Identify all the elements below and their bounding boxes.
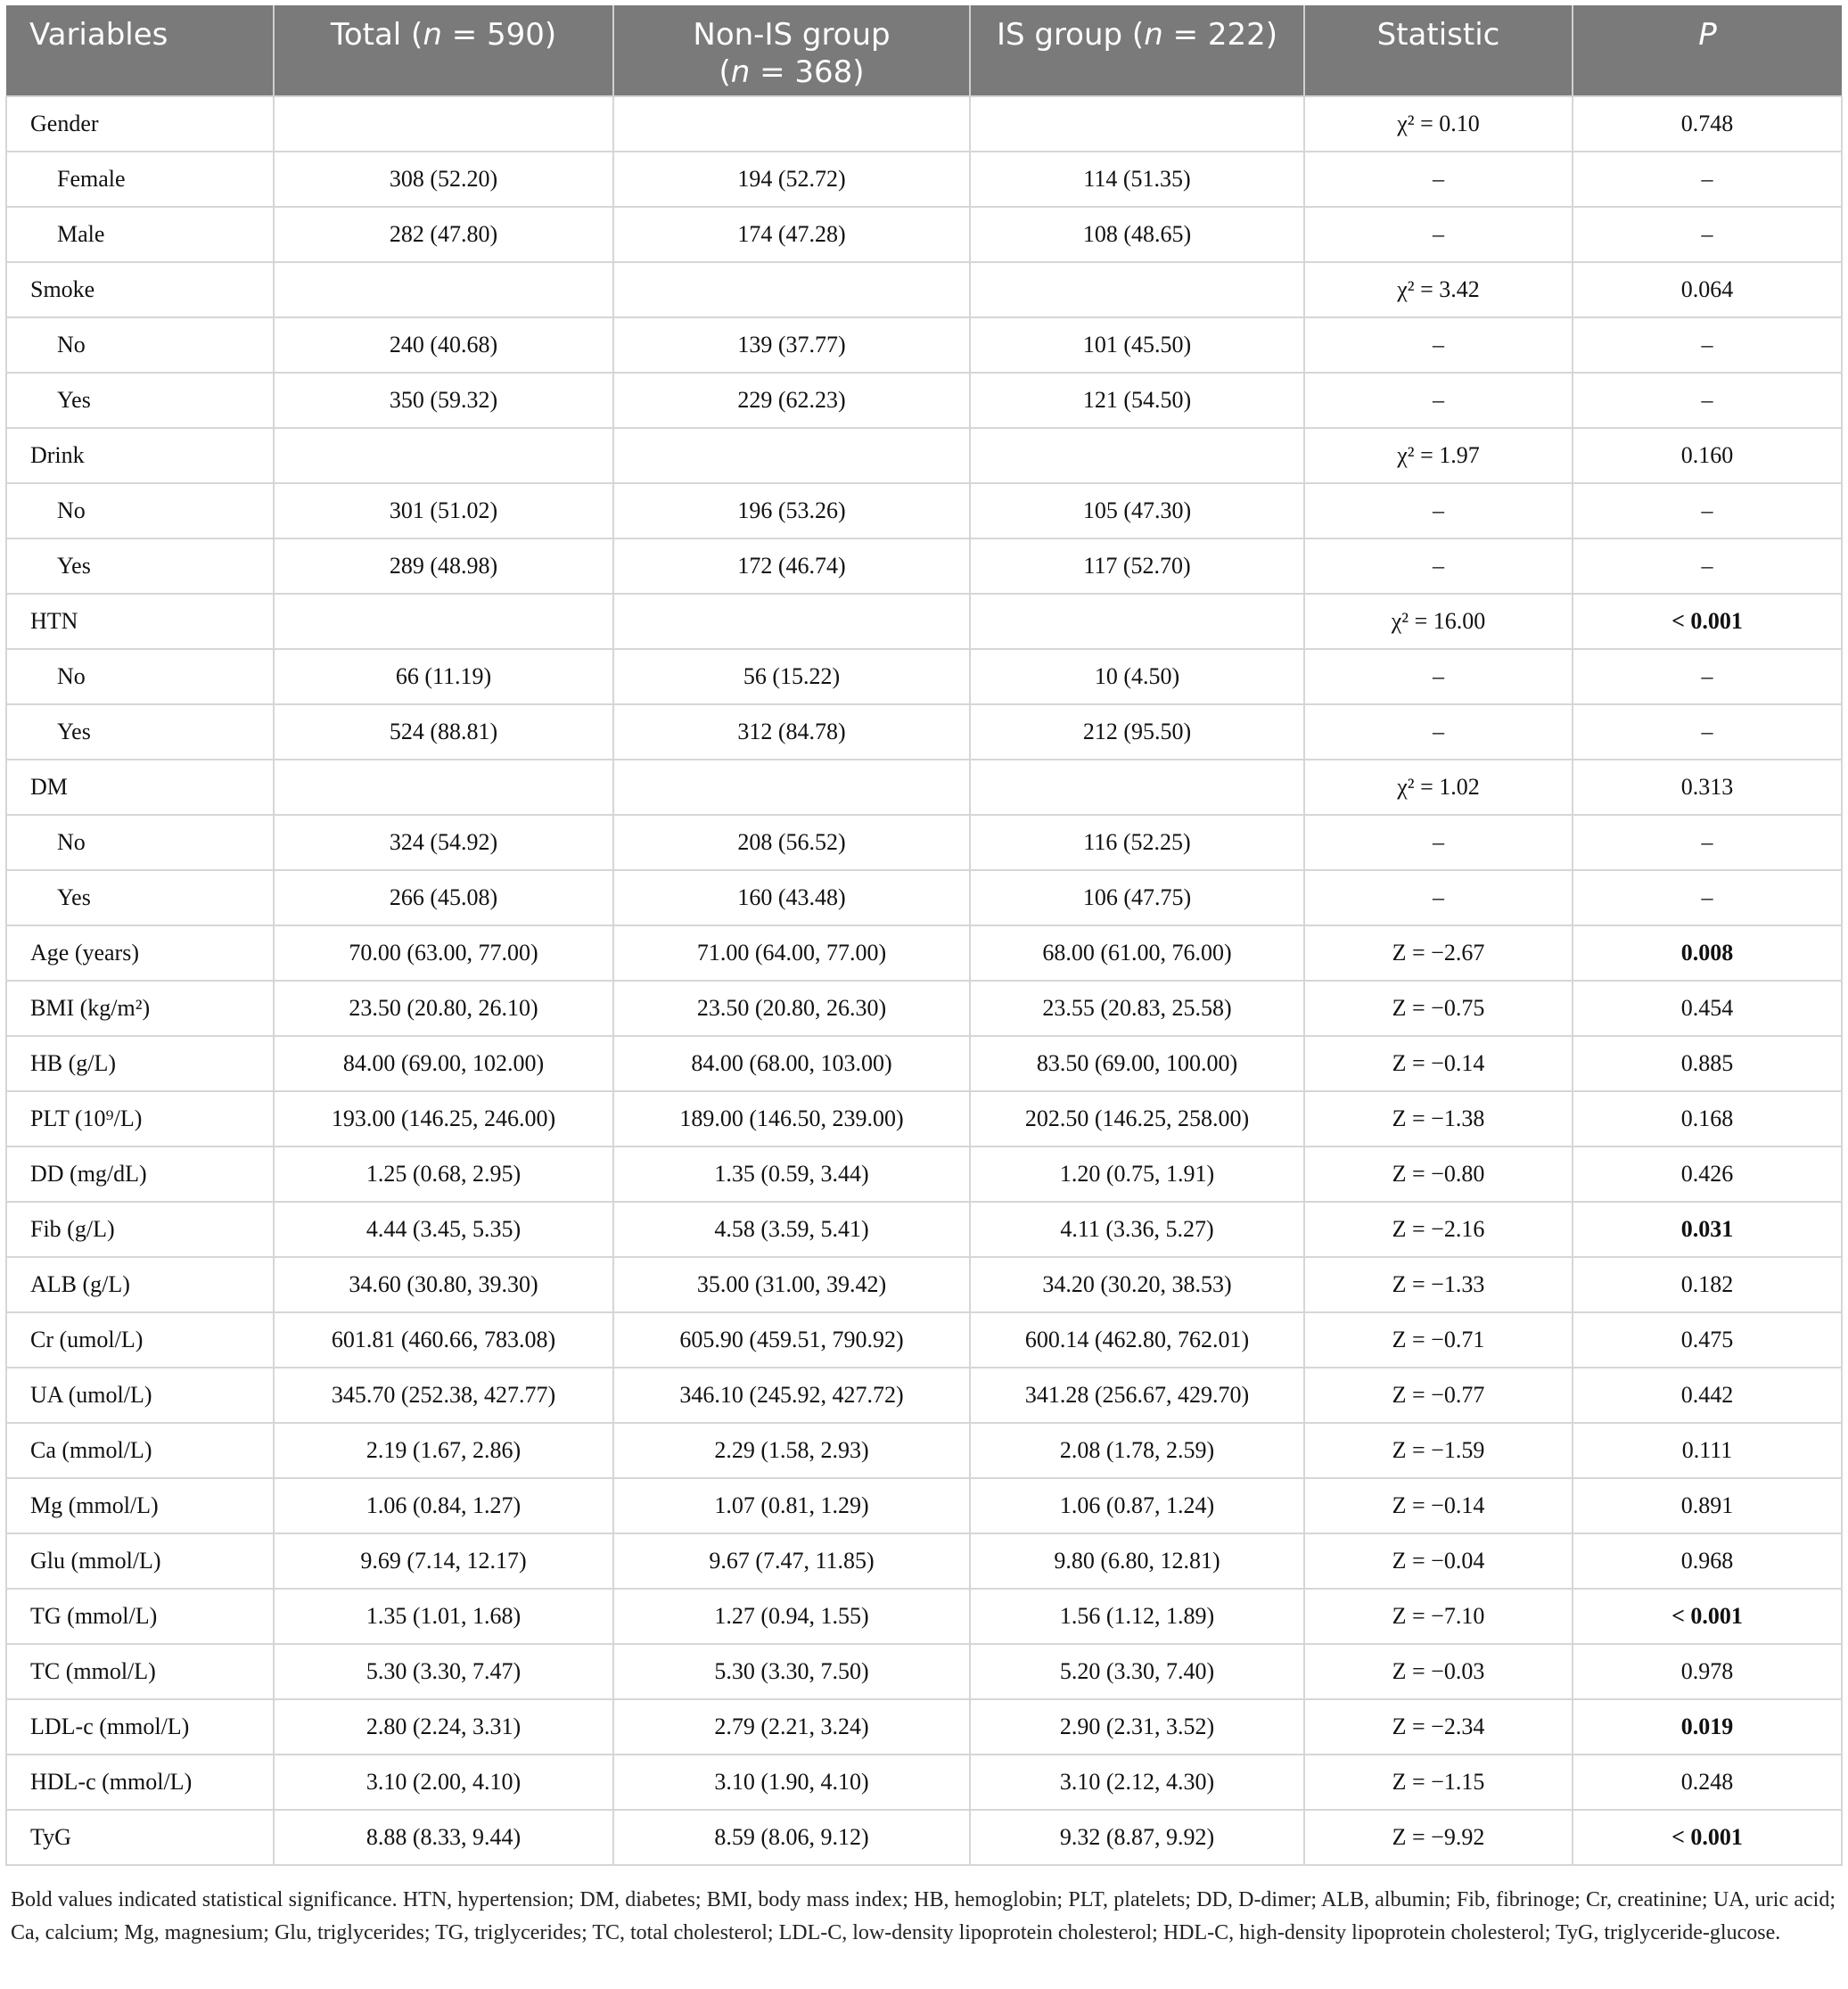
cell-total: [274, 594, 613, 649]
table-row: [6, 870, 1842, 925]
cell-is: 9.80 (6.80, 12.81): [970, 1533, 1304, 1589]
cell-variable: Female: [6, 152, 274, 207]
cell-p-value: –: [1573, 815, 1842, 870]
cell-total: 2.19 (1.67, 2.86): [274, 1423, 613, 1478]
cell-variable: ALB (g/L): [6, 1257, 274, 1312]
table-header: [6, 5, 1842, 96]
cell-p-value: –: [1573, 483, 1842, 538]
cell-is: [970, 96, 1304, 152]
cell-variable: Glu (mmol/L): [6, 1533, 274, 1589]
header-is-count: = 222): [1162, 17, 1278, 53]
cell-total: 240 (40.68): [274, 317, 613, 373]
cell-variable: Yes: [6, 704, 274, 760]
cell-p-value: 0.168: [1573, 1091, 1842, 1147]
cell-non-is: 172 (46.74): [613, 538, 970, 594]
cell-non-is: 312 (84.78): [613, 704, 970, 760]
cell-non-is: [613, 760, 970, 815]
cell-is: 101 (45.50): [970, 317, 1304, 373]
cell-is: 1.06 (0.87, 1.24): [970, 1478, 1304, 1533]
cell-statistic: χ² = 1.97: [1304, 428, 1573, 483]
cell-is: 1.20 (0.75, 1.91): [970, 1147, 1304, 1202]
cell-statistic: –: [1304, 373, 1573, 428]
cell-p-value: 0.891: [1573, 1478, 1842, 1533]
cell-total: 282 (47.80): [274, 207, 613, 262]
cell-p-value: < 0.001: [1573, 1589, 1842, 1644]
cell-statistic: Z = −0.14: [1304, 1478, 1573, 1533]
baseline-characteristics-table: [5, 5, 1843, 1866]
cell-is: 202.50 (146.25, 258.00): [970, 1091, 1304, 1147]
cell-p-value: 0.064: [1573, 262, 1842, 317]
cell-p-value: < 0.001: [1573, 1810, 1842, 1865]
cell-total: 193.00 (146.25, 246.00): [274, 1091, 613, 1147]
cell-total: 34.60 (30.80, 39.30): [274, 1257, 613, 1312]
cell-p-value: 0.885: [1573, 1036, 1842, 1091]
cell-variable: UA (umol/L): [6, 1368, 274, 1423]
cell-p-value: < 0.001: [1573, 594, 1842, 649]
cell-variable: No: [6, 317, 274, 373]
cell-total: [274, 760, 613, 815]
cell-p-value: 0.748: [1573, 96, 1842, 152]
table-container: [5, 5, 1841, 1950]
cell-total: 524 (88.81): [274, 704, 613, 760]
cell-p-value: –: [1573, 373, 1842, 428]
cell-statistic: Z = −2.16: [1304, 1202, 1573, 1257]
cell-statistic: –: [1304, 317, 1573, 373]
cell-is: 34.20 (30.20, 38.53): [970, 1257, 1304, 1312]
cell-non-is: 346.10 (245.92, 427.72): [613, 1368, 970, 1423]
cell-total: [274, 96, 613, 152]
cell-non-is: 229 (62.23): [613, 373, 970, 428]
cell-variable: TG (mmol/L): [6, 1589, 274, 1644]
cell-is: 1.56 (1.12, 1.89): [970, 1589, 1304, 1644]
cell-is: 4.11 (3.36, 5.27): [970, 1202, 1304, 1257]
cell-statistic: –: [1304, 207, 1573, 262]
table-row: [6, 1810, 1842, 1865]
header-is-label: IS group (: [996, 17, 1145, 53]
cell-p-value: –: [1573, 704, 1842, 760]
cell-variable: LDL-c (mmol/L): [6, 1699, 274, 1755]
cell-total: 301 (51.02): [274, 483, 613, 538]
cell-total: [274, 428, 613, 483]
table-row: [6, 1091, 1842, 1147]
cell-is: 23.55 (20.83, 25.58): [970, 981, 1304, 1036]
cell-statistic: Z = −2.34: [1304, 1699, 1573, 1755]
cell-statistic: Z = −7.10: [1304, 1589, 1573, 1644]
cell-is: 10 (4.50): [970, 649, 1304, 704]
cell-total: 1.25 (0.68, 2.95): [274, 1147, 613, 1202]
cell-p-value: –: [1573, 317, 1842, 373]
cell-statistic: –: [1304, 870, 1573, 925]
cell-is: 3.10 (2.12, 4.30): [970, 1755, 1304, 1810]
cell-statistic: Z = −0.75: [1304, 981, 1573, 1036]
cell-statistic: Z = −9.92: [1304, 1810, 1573, 1865]
cell-non-is: 56 (15.22): [613, 649, 970, 704]
header-non-is-paren: (: [719, 54, 731, 90]
cell-is: [970, 428, 1304, 483]
cell-non-is: 605.90 (459.51, 790.92): [613, 1312, 970, 1368]
cell-p-value: 0.475: [1573, 1312, 1842, 1368]
cell-non-is: 35.00 (31.00, 39.42): [613, 1257, 970, 1312]
cell-non-is: 1.27 (0.94, 1.55): [613, 1589, 970, 1644]
cell-p-value: 0.160: [1573, 428, 1842, 483]
cell-variable: PLT (10⁹/L): [6, 1091, 274, 1147]
table-body: [6, 96, 1842, 1865]
cell-total: 289 (48.98): [274, 538, 613, 594]
header-non-is-count: = 368): [750, 54, 865, 90]
header-total: [274, 5, 613, 96]
cell-is: 106 (47.75): [970, 870, 1304, 925]
cell-p-value: 0.454: [1573, 981, 1842, 1036]
table-row: [6, 152, 1842, 207]
table-row: [6, 649, 1842, 704]
cell-total: 5.30 (3.30, 7.47): [274, 1644, 613, 1699]
cell-total: 1.06 (0.84, 1.27): [274, 1478, 613, 1533]
table-row: [6, 1478, 1842, 1533]
table-footnote: Bold values indicated statistical significance. HTN, hypertension; DM, diabetes; BMI, body mass index; HB, hemoglobin; PLT, platelets; DD, D-dimer; ALB, albumin; Fib, fibrinoge; Cr, creatinine; UA, uric acid; Ca, calcium; Mg, magnesium; Glu, triglycerides; TG, triglycerides; TC, total cholesterol; LDL-C, low-density lipoprotein cholesterol; HDL-C, high-density lipoprotein cholesterol; TyG, triglyceride-glucose.: [11, 1888, 1836, 1944]
cell-p-value: 0.008: [1573, 925, 1842, 981]
cell-is: [970, 262, 1304, 317]
cell-non-is: 208 (56.52): [613, 815, 970, 870]
table-row: [6, 1755, 1842, 1810]
header-total-count: = 590): [441, 17, 557, 53]
header-variables: [6, 5, 274, 96]
cell-non-is: 4.58 (3.59, 5.41): [613, 1202, 970, 1257]
cell-total: 350 (59.32): [274, 373, 613, 428]
cell-variable: Drink: [6, 428, 274, 483]
cell-non-is: 1.07 (0.81, 1.29): [613, 1478, 970, 1533]
cell-statistic: –: [1304, 815, 1573, 870]
cell-variable: Cr (umol/L): [6, 1312, 274, 1368]
table-row: [6, 207, 1842, 262]
cell-non-is: 2.79 (2.21, 3.24): [613, 1699, 970, 1755]
table-row: [6, 373, 1842, 428]
cell-p-value: 0.031: [1573, 1202, 1842, 1257]
cell-p-value: –: [1573, 207, 1842, 262]
cell-p-value: 0.313: [1573, 760, 1842, 815]
table-row: [6, 538, 1842, 594]
cell-variable: Fib (g/L): [6, 1202, 274, 1257]
cell-variable: Yes: [6, 373, 274, 428]
header-p: [1573, 5, 1842, 96]
cell-p-value: 0.978: [1573, 1644, 1842, 1699]
table-row: [6, 96, 1842, 152]
cell-statistic: Z = −1.59: [1304, 1423, 1573, 1478]
cell-p-value: 0.182: [1573, 1257, 1842, 1312]
table-row: [6, 1644, 1842, 1699]
cell-p-value: –: [1573, 538, 1842, 594]
cell-is: [970, 760, 1304, 815]
cell-variable: HTN: [6, 594, 274, 649]
cell-variable: TyG: [6, 1810, 274, 1865]
cell-statistic: Z = −1.38: [1304, 1091, 1573, 1147]
cell-statistic: χ² = 0.10: [1304, 96, 1573, 152]
cell-statistic: Z = −0.03: [1304, 1644, 1573, 1699]
cell-total: 2.80 (2.24, 3.31): [274, 1699, 613, 1755]
cell-statistic: –: [1304, 704, 1573, 760]
cell-variable: Gender: [6, 96, 274, 152]
header-statistic-label: Statistic: [1376, 17, 1500, 53]
cell-variable: HDL-c (mmol/L): [6, 1755, 274, 1810]
cell-total: 8.88 (8.33, 9.44): [274, 1810, 613, 1865]
cell-statistic: Z = −0.77: [1304, 1368, 1573, 1423]
cell-is: 2.90 (2.31, 3.52): [970, 1699, 1304, 1755]
cell-non-is: 84.00 (68.00, 103.00): [613, 1036, 970, 1091]
cell-non-is: [613, 594, 970, 649]
cell-total: 3.10 (2.00, 4.10): [274, 1755, 613, 1810]
header-variables-label: Variables: [29, 17, 168, 53]
cell-p-value: 0.426: [1573, 1147, 1842, 1202]
cell-is: 9.32 (8.87, 9.92): [970, 1810, 1304, 1865]
table-row: [6, 317, 1842, 373]
cell-statistic: Z = −0.80: [1304, 1147, 1573, 1202]
cell-total: 4.44 (3.45, 5.35): [274, 1202, 613, 1257]
cell-p-value: –: [1573, 152, 1842, 207]
cell-non-is: 8.59 (8.06, 9.12): [613, 1810, 970, 1865]
cell-statistic: Z = −2.67: [1304, 925, 1573, 981]
cell-statistic: χ² = 3.42: [1304, 262, 1573, 317]
cell-total: 266 (45.08): [274, 870, 613, 925]
table-row: [6, 1423, 1842, 1478]
cell-non-is: 174 (47.28): [613, 207, 970, 262]
cell-p-value: 0.968: [1573, 1533, 1842, 1589]
header-total-n: n: [423, 17, 442, 53]
cell-p-value: 0.111: [1573, 1423, 1842, 1478]
cell-total: 23.50 (20.80, 26.10): [274, 981, 613, 1036]
cell-is: 5.20 (3.30, 7.40): [970, 1644, 1304, 1699]
cell-total: 345.70 (252.38, 427.77): [274, 1368, 613, 1423]
table-row: [6, 1533, 1842, 1589]
cell-statistic: χ² = 16.00: [1304, 594, 1573, 649]
cell-total: 324 (54.92): [274, 815, 613, 870]
cell-statistic: –: [1304, 538, 1573, 594]
cell-non-is: 71.00 (64.00, 77.00): [613, 925, 970, 981]
table-row: [6, 1257, 1842, 1312]
cell-is: 117 (52.70): [970, 538, 1304, 594]
cell-is: 114 (51.35): [970, 152, 1304, 207]
cell-statistic: χ² = 1.02: [1304, 760, 1573, 815]
cell-is: 68.00 (61.00, 76.00): [970, 925, 1304, 981]
table-row: [6, 1036, 1842, 1091]
header-is-n: n: [1144, 17, 1163, 53]
table-row: [6, 1147, 1842, 1202]
cell-non-is: 1.35 (0.59, 3.44): [613, 1147, 970, 1202]
cell-non-is: 5.30 (3.30, 7.50): [613, 1644, 970, 1699]
cell-is: 212 (95.50): [970, 704, 1304, 760]
cell-is: 341.28 (256.67, 429.70): [970, 1368, 1304, 1423]
cell-non-is: [613, 428, 970, 483]
cell-non-is: 9.67 (7.47, 11.85): [613, 1533, 970, 1589]
cell-is: 105 (47.30): [970, 483, 1304, 538]
cell-statistic: Z = −1.33: [1304, 1257, 1573, 1312]
cell-p-value: 0.019: [1573, 1699, 1842, 1755]
cell-non-is: [613, 262, 970, 317]
cell-variable: DM: [6, 760, 274, 815]
cell-variable: Yes: [6, 538, 274, 594]
table-row: [6, 262, 1842, 317]
cell-statistic: –: [1304, 483, 1573, 538]
table-row: [6, 925, 1842, 981]
cell-is: 83.50 (69.00, 100.00): [970, 1036, 1304, 1091]
table-row: [6, 1368, 1842, 1423]
cell-p-value: 0.442: [1573, 1368, 1842, 1423]
cell-is: 116 (52.25): [970, 815, 1304, 870]
cell-is: 108 (48.65): [970, 207, 1304, 262]
cell-non-is: 3.10 (1.90, 4.10): [613, 1755, 970, 1810]
cell-variable: Ca (mmol/L): [6, 1423, 274, 1478]
cell-variable: Mg (mmol/L): [6, 1478, 274, 1533]
cell-variable: Age (years): [6, 925, 274, 981]
cell-non-is: 189.00 (146.50, 239.00): [613, 1091, 970, 1147]
table-row: [6, 1202, 1842, 1257]
header-row: [6, 5, 1842, 96]
cell-variable: TC (mmol/L): [6, 1644, 274, 1699]
cell-total: 70.00 (63.00, 77.00): [274, 925, 613, 981]
cell-statistic: Z = −0.04: [1304, 1533, 1573, 1589]
table-row: [6, 704, 1842, 760]
header-is: [970, 5, 1304, 96]
header-non-is-label: Non-IS group: [693, 17, 891, 53]
header-total-label: Total (: [330, 17, 423, 53]
table-row: [6, 981, 1842, 1036]
cell-statistic: Z = −1.15: [1304, 1755, 1573, 1810]
cell-non-is: [613, 96, 970, 152]
cell-total: 66 (11.19): [274, 649, 613, 704]
cell-is: 600.14 (462.80, 762.01): [970, 1312, 1304, 1368]
cell-total: 9.69 (7.14, 12.17): [274, 1533, 613, 1589]
cell-p-value: –: [1573, 870, 1842, 925]
cell-statistic: –: [1304, 152, 1573, 207]
table-row: [6, 594, 1842, 649]
cell-variable: Yes: [6, 870, 274, 925]
cell-variable: HB (g/L): [6, 1036, 274, 1091]
cell-total: 601.81 (460.66, 783.08): [274, 1312, 613, 1368]
cell-variable: No: [6, 483, 274, 538]
table-row: [6, 428, 1842, 483]
header-statistic: [1304, 5, 1573, 96]
table-row: [6, 1589, 1842, 1644]
cell-is: [970, 594, 1304, 649]
cell-variable: BMI (kg/m²): [6, 981, 274, 1036]
cell-non-is: 196 (53.26): [613, 483, 970, 538]
table-row: [6, 483, 1842, 538]
header-p-label: P: [1698, 17, 1717, 53]
cell-statistic: –: [1304, 649, 1573, 704]
table-row: [6, 1699, 1842, 1755]
cell-non-is: 139 (37.77): [613, 317, 970, 373]
cell-total: [274, 262, 613, 317]
cell-variable: Male: [6, 207, 274, 262]
cell-statistic: Z = −0.14: [1304, 1036, 1573, 1091]
cell-non-is: 160 (43.48): [613, 870, 970, 925]
cell-variable: No: [6, 649, 274, 704]
cell-total: 1.35 (1.01, 1.68): [274, 1589, 613, 1644]
header-non-is: [613, 5, 970, 96]
cell-variable: Smoke: [6, 262, 274, 317]
cell-p-value: 0.248: [1573, 1755, 1842, 1810]
cell-p-value: –: [1573, 649, 1842, 704]
table-row: [6, 1312, 1842, 1368]
cell-total: 308 (52.20): [274, 152, 613, 207]
cell-variable: No: [6, 815, 274, 870]
cell-is: 121 (54.50): [970, 373, 1304, 428]
table-row: [6, 760, 1842, 815]
cell-non-is: 194 (52.72): [613, 152, 970, 207]
header-non-is-n: n: [730, 54, 751, 90]
cell-total: 84.00 (69.00, 102.00): [274, 1036, 613, 1091]
cell-variable: DD (mg/dL): [6, 1147, 274, 1202]
cell-statistic: Z = −0.71: [1304, 1312, 1573, 1368]
table-row: [6, 815, 1842, 870]
cell-non-is: 23.50 (20.80, 26.30): [613, 981, 970, 1036]
cell-is: 2.08 (1.78, 2.59): [970, 1423, 1304, 1478]
cell-non-is: 2.29 (1.58, 2.93): [613, 1423, 970, 1478]
